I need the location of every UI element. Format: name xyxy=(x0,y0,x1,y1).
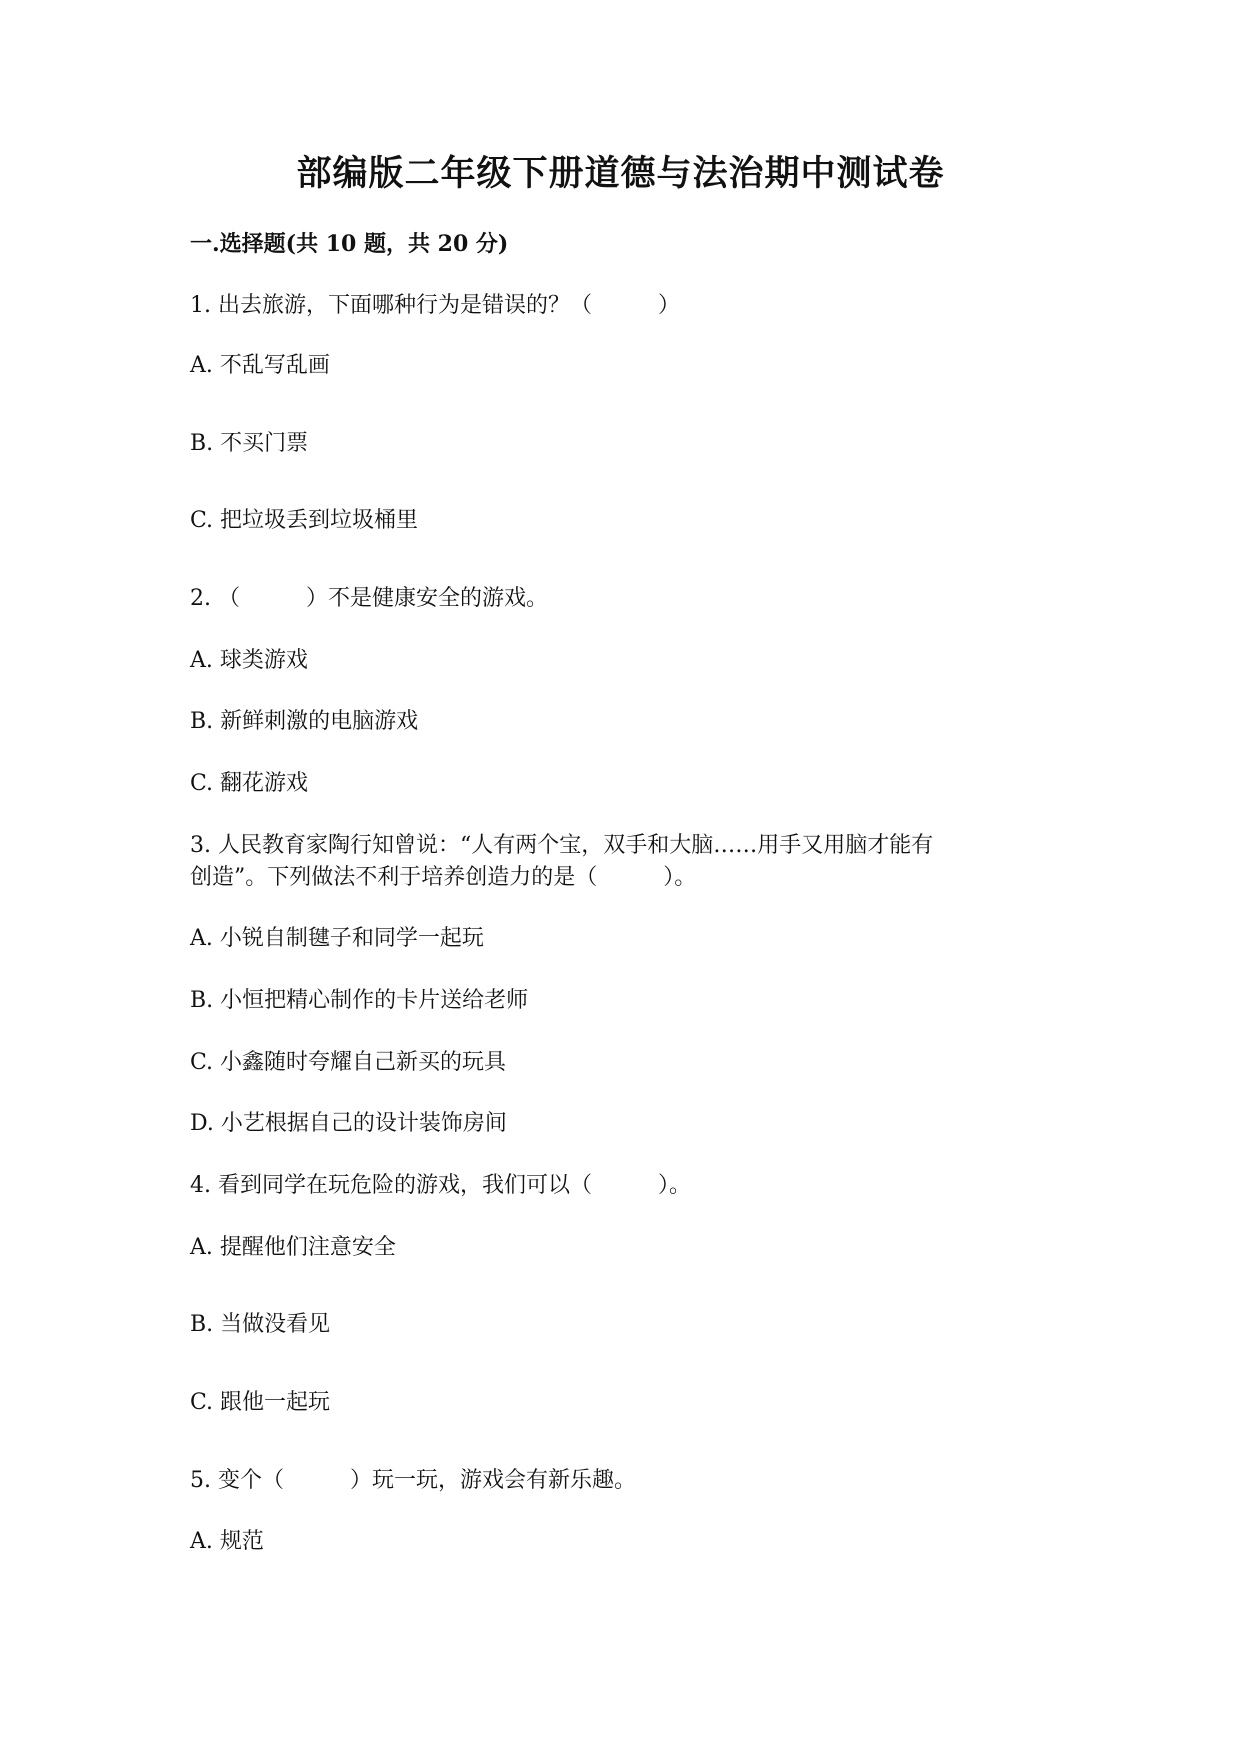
question-3-option-c: C. 小鑫随时夸耀自己新买的玩具 xyxy=(190,1050,507,1075)
question-3-option-a: A. 小锐自制毽子和同学一起玩 xyxy=(190,926,484,951)
question-4-option-b: B. 当做没看见 xyxy=(190,1312,331,1337)
page-title: 部编版二年级下册道德与法治期中测试卷 xyxy=(296,153,945,194)
question-4-option-a: A. 提醒他们注意安全 xyxy=(190,1235,396,1260)
question-3-option-d: D. 小艺根据自己的设计装饰房间 xyxy=(190,1111,507,1136)
question-2-option-c: C. 翻花游戏 xyxy=(190,771,309,796)
question-1-option-a: A. 不乱写乱画 xyxy=(190,353,330,378)
question-2-option-a: A. 球类游戏 xyxy=(190,648,308,673)
question-5-text: 5. 变个（ ）玩一玩，游戏会有新乐趣。 xyxy=(190,1468,636,1493)
question-3-text-line-1: 3. 人民教育家陶行知曾说：“人有两个宝，双手和大脑……用手又用脑才能有 xyxy=(190,833,934,858)
question-5-option-a: A. 规范 xyxy=(190,1529,264,1554)
question-2-option-b: B. 新鲜刺激的电脑游戏 xyxy=(190,709,419,734)
question-4-text: 4. 看到同学在玩危险的游戏，我们可以（ ）。 xyxy=(190,1173,691,1198)
question-4-option-c: C. 跟他一起玩 xyxy=(190,1390,331,1415)
question-1-option-c: C. 把垃圾丢到垃圾桶里 xyxy=(190,508,419,533)
section-heading: 一.选择题(共 10 题，共 20 分) xyxy=(190,231,509,257)
question-3-option-b: B. 小恒把精心制作的卡片送给老师 xyxy=(190,988,529,1013)
question-2-text: 2. （ ）不是健康安全的游戏。 xyxy=(190,586,548,611)
question-1-option-b: B. 不买门票 xyxy=(190,431,309,456)
question-1-text: 1. 出去旅游，下面哪种行为是错误的？（ ） xyxy=(190,293,680,318)
question-3-text-line-2: 创造”。下列做法不利于培养创造力的是（ ）。 xyxy=(190,865,697,890)
